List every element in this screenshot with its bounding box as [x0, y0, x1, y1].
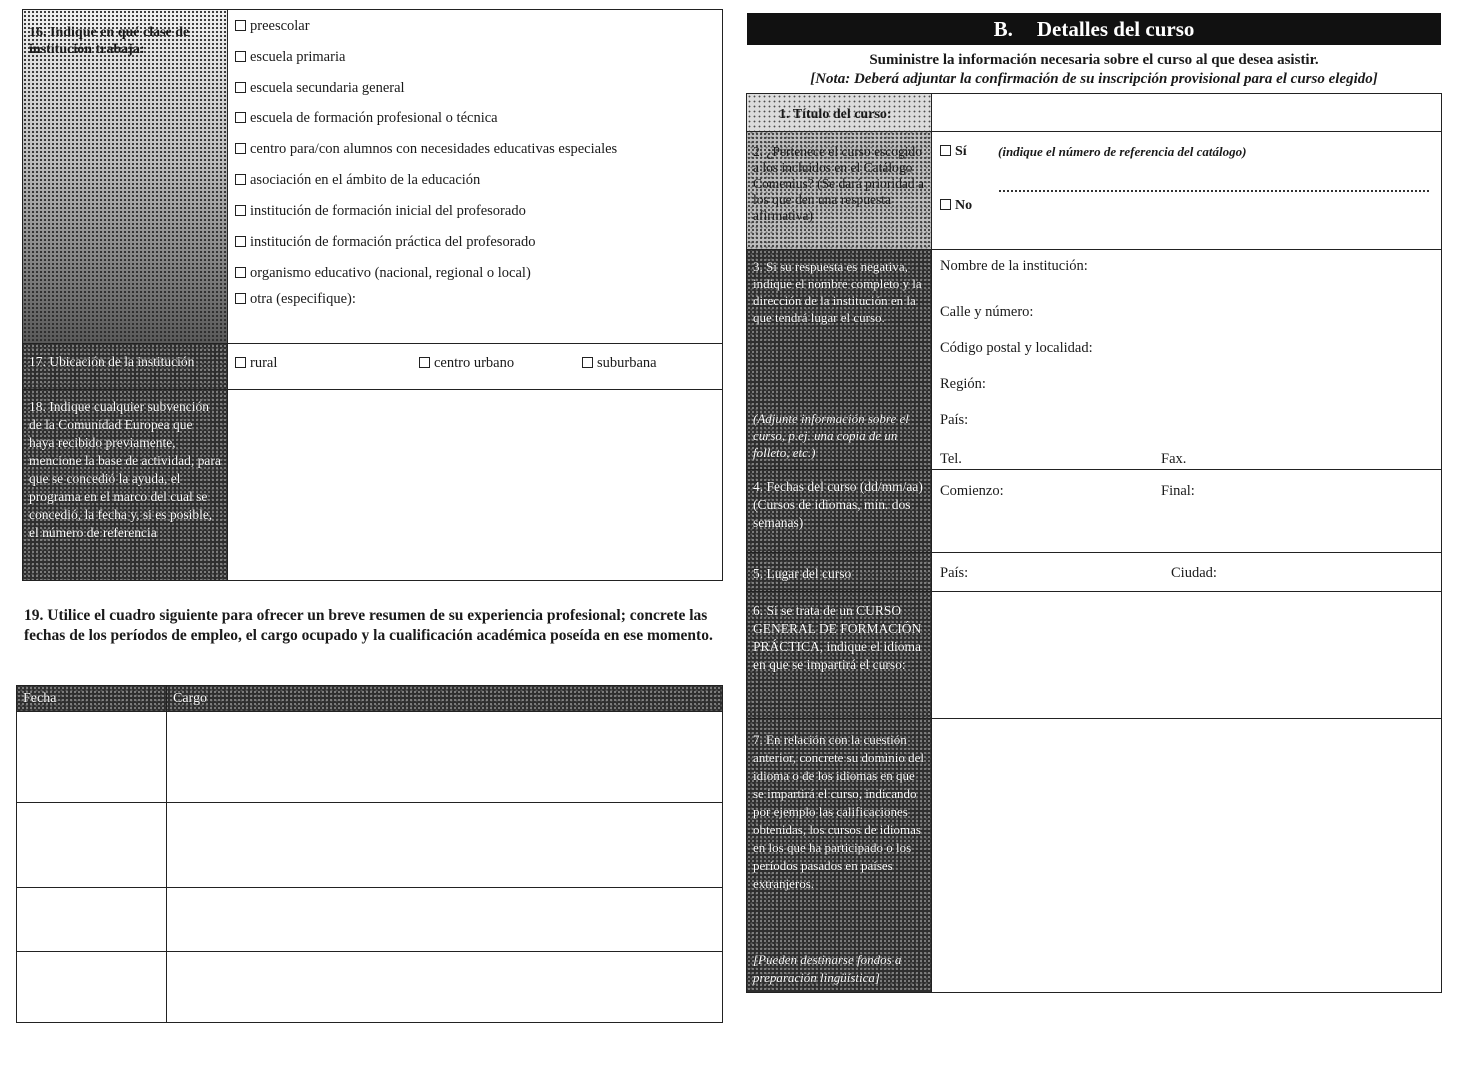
- q5-label-cell: [747, 553, 932, 591]
- q16-option-asociacion[interactable]: asociación en el ámbito de la educación: [235, 172, 480, 189]
- q16-option-otra[interactable]: otra (especifique):: [235, 291, 356, 308]
- q17-option-urbano[interactable]: centro urbano: [419, 355, 514, 372]
- q19-prompt: 19. Utilice el cuadro siguiente para ofrecer un breve resumen de su experiencia profesional; concrete las fechas de los períodos de empleo, el cargo ocupado y la cualificación académica poseída en ese momento.: [24, 607, 713, 644]
- q18-label: 18. Indique cualquier subvención de la Comunidad Europea que haya recibido previamente, mencione la base de actividad, para que se concedió la ayuda, el programa en el marco del cual se concedió, la fecha y, si es posible, el número de referencia: [29, 399, 221, 540]
- q16-option-inicial[interactable]: institución de formación inicial del profesorado: [235, 203, 526, 220]
- checkbox-icon: [419, 357, 430, 368]
- q7-label: 7. En relación con la cuestión anterior, concrete su dominio del idioma o de los idiomas en que se impartirá el curso, indicando por ejemplo las calificaciones obtenidas, los cursos de idiomas en los que ha participado o los períodos pasados en países extranjeros.: [753, 732, 924, 891]
- col-fecha-header: Fecha: [23, 691, 57, 706]
- q1-label-cell: [747, 94, 932, 131]
- street-label: Calle y número:: [940, 304, 1034, 320]
- q3-label: 3. Si su respuesta es negativa, indique el nombre completo y la dirección de la institución en la que tendrá lugar el curso.: [753, 259, 922, 325]
- start-date-label: Comienzo:: [940, 483, 1004, 499]
- fax-label: Fax.: [1161, 451, 1187, 467]
- table-row[interactable]: [17, 712, 722, 803]
- end-date-label: Final:: [1161, 483, 1195, 499]
- q1-label: 1. Título del curso:: [779, 107, 892, 122]
- q5-row: [747, 553, 1441, 592]
- catalog-reference-line[interactable]: [999, 190, 1429, 192]
- checkbox-icon: [940, 145, 951, 156]
- q17-option-rural[interactable]: rural: [235, 355, 277, 372]
- q5-label: 5. Lugar del curso: [753, 566, 852, 581]
- q16-option-organismo[interactable]: organismo educativo (nacional, regional o local): [235, 265, 531, 282]
- q6-label: 6. Si se trata de un CURSO GENERAL DE FORMACIÓN PRÁCTICA, indique el idioma en que se impartirá el curso:: [753, 603, 922, 672]
- course-city-label: Ciudad:: [1171, 565, 1217, 581]
- checkbox-icon: [235, 236, 246, 247]
- checkbox-icon: [235, 143, 246, 154]
- course-details-table: [746, 93, 1442, 993]
- checkbox-icon: [940, 199, 951, 210]
- table-row[interactable]: [17, 803, 722, 888]
- section-intro: Suministre la información necesaria sobre el curso al que desea asistir.: [869, 52, 1319, 68]
- experience-table-header: [17, 686, 722, 712]
- q3-note: (Adjunte información sobre el curso, p.ej. una copia de un folleto, etc.): [753, 411, 909, 460]
- q16-option-primaria[interactable]: escuela primaria: [235, 49, 345, 66]
- q16-option-profesional[interactable]: escuela de formación profesional o técnica: [235, 110, 498, 127]
- institution-name-label: Nombre de la institución:: [940, 258, 1088, 274]
- q16-option-preescolar[interactable]: preescolar: [235, 18, 310, 35]
- checkbox-icon: [235, 293, 246, 304]
- tel-label: Tel.: [940, 451, 962, 467]
- q16-row: [23, 10, 722, 344]
- postal-code-label: Código postal y localidad:: [940, 340, 1093, 356]
- course-country-label: País:: [940, 565, 969, 581]
- q3-label-cell: [747, 250, 932, 469]
- checkbox-icon: [235, 82, 246, 93]
- table-row[interactable]: [17, 888, 722, 952]
- table-row[interactable]: [17, 952, 722, 1022]
- q2-option-si[interactable]: Sí: [940, 144, 967, 160]
- left-form-table: [22, 9, 723, 581]
- checkbox-icon: [235, 174, 246, 185]
- checkbox-icon: [235, 357, 246, 368]
- q1-row: [747, 94, 1441, 132]
- section-title: Detalles del curso: [1036, 17, 1195, 41]
- q17-option-suburbana[interactable]: suburbana: [582, 355, 657, 372]
- q2-option-no[interactable]: No: [940, 198, 972, 214]
- q2-label-cell: [747, 132, 932, 249]
- q3-row: [747, 250, 1441, 470]
- q16-option-practica[interactable]: institución de formación práctica del profesorado: [235, 234, 535, 251]
- section-note: [Nota: Deberá adjuntar la confirmación de su inscripción provisional para el curso elegido]: [810, 71, 1378, 87]
- q17-label: 17. Ubicación de la institución: [29, 354, 195, 369]
- q16-option-nee[interactable]: centro para/con alumnos con necesidades educativas especiales: [235, 141, 617, 158]
- q7-label-cell: [747, 719, 932, 992]
- q7-note: [Pueden destinarse fondos a preparación lingüística]: [753, 952, 902, 985]
- col-cargo-header: Cargo: [173, 691, 207, 706]
- q18-label-cell: [23, 390, 228, 580]
- q7-row: [747, 719, 1441, 992]
- experience-table: [16, 685, 723, 1023]
- q4-label: 4. Fechas del curso (dd/mm/aa) (Cursos de idiomas, mín. dos semanas): [753, 479, 923, 530]
- checkbox-icon: [235, 205, 246, 216]
- q18-answer-area[interactable]: [229, 390, 722, 580]
- q2-label: 2. ¿Pertenece el curso escogido a los incluidos en el Catálogo Comenius? (Se dará prioridad a los que den una respuesta afirmativa): [753, 144, 924, 223]
- q2-row: [747, 132, 1441, 250]
- checkbox-icon: [235, 51, 246, 62]
- section-letter: B.: [993, 17, 1013, 41]
- q1-answer-field[interactable]: [933, 94, 1441, 131]
- q7-answer-area[interactable]: [933, 719, 1441, 992]
- q16-label: 16. Indique en qué clase de institución trabaja:: [29, 25, 190, 57]
- q16-option-secundaria[interactable]: escuela secundaria general: [235, 80, 405, 97]
- q6-row: [747, 592, 1441, 719]
- country-label: País:: [940, 412, 969, 428]
- q6-answer-area[interactable]: [933, 592, 1441, 718]
- q16-label-cell: [23, 10, 228, 343]
- region-label: Región:: [940, 376, 986, 392]
- checkbox-icon: [582, 357, 593, 368]
- checkbox-icon: [235, 20, 246, 31]
- checkbox-icon: [235, 112, 246, 123]
- section-b-header: [747, 13, 1441, 45]
- q4-row: [747, 470, 1441, 553]
- q17-row: [23, 344, 722, 390]
- checkbox-icon: [235, 267, 246, 278]
- q4-label-cell: [747, 470, 932, 552]
- q18-row: [23, 390, 722, 580]
- q6-label-cell: [747, 592, 932, 718]
- q17-label-cell: [23, 344, 228, 389]
- q2-yes-hint: (indique el número de referencia del catálogo): [998, 144, 1247, 159]
